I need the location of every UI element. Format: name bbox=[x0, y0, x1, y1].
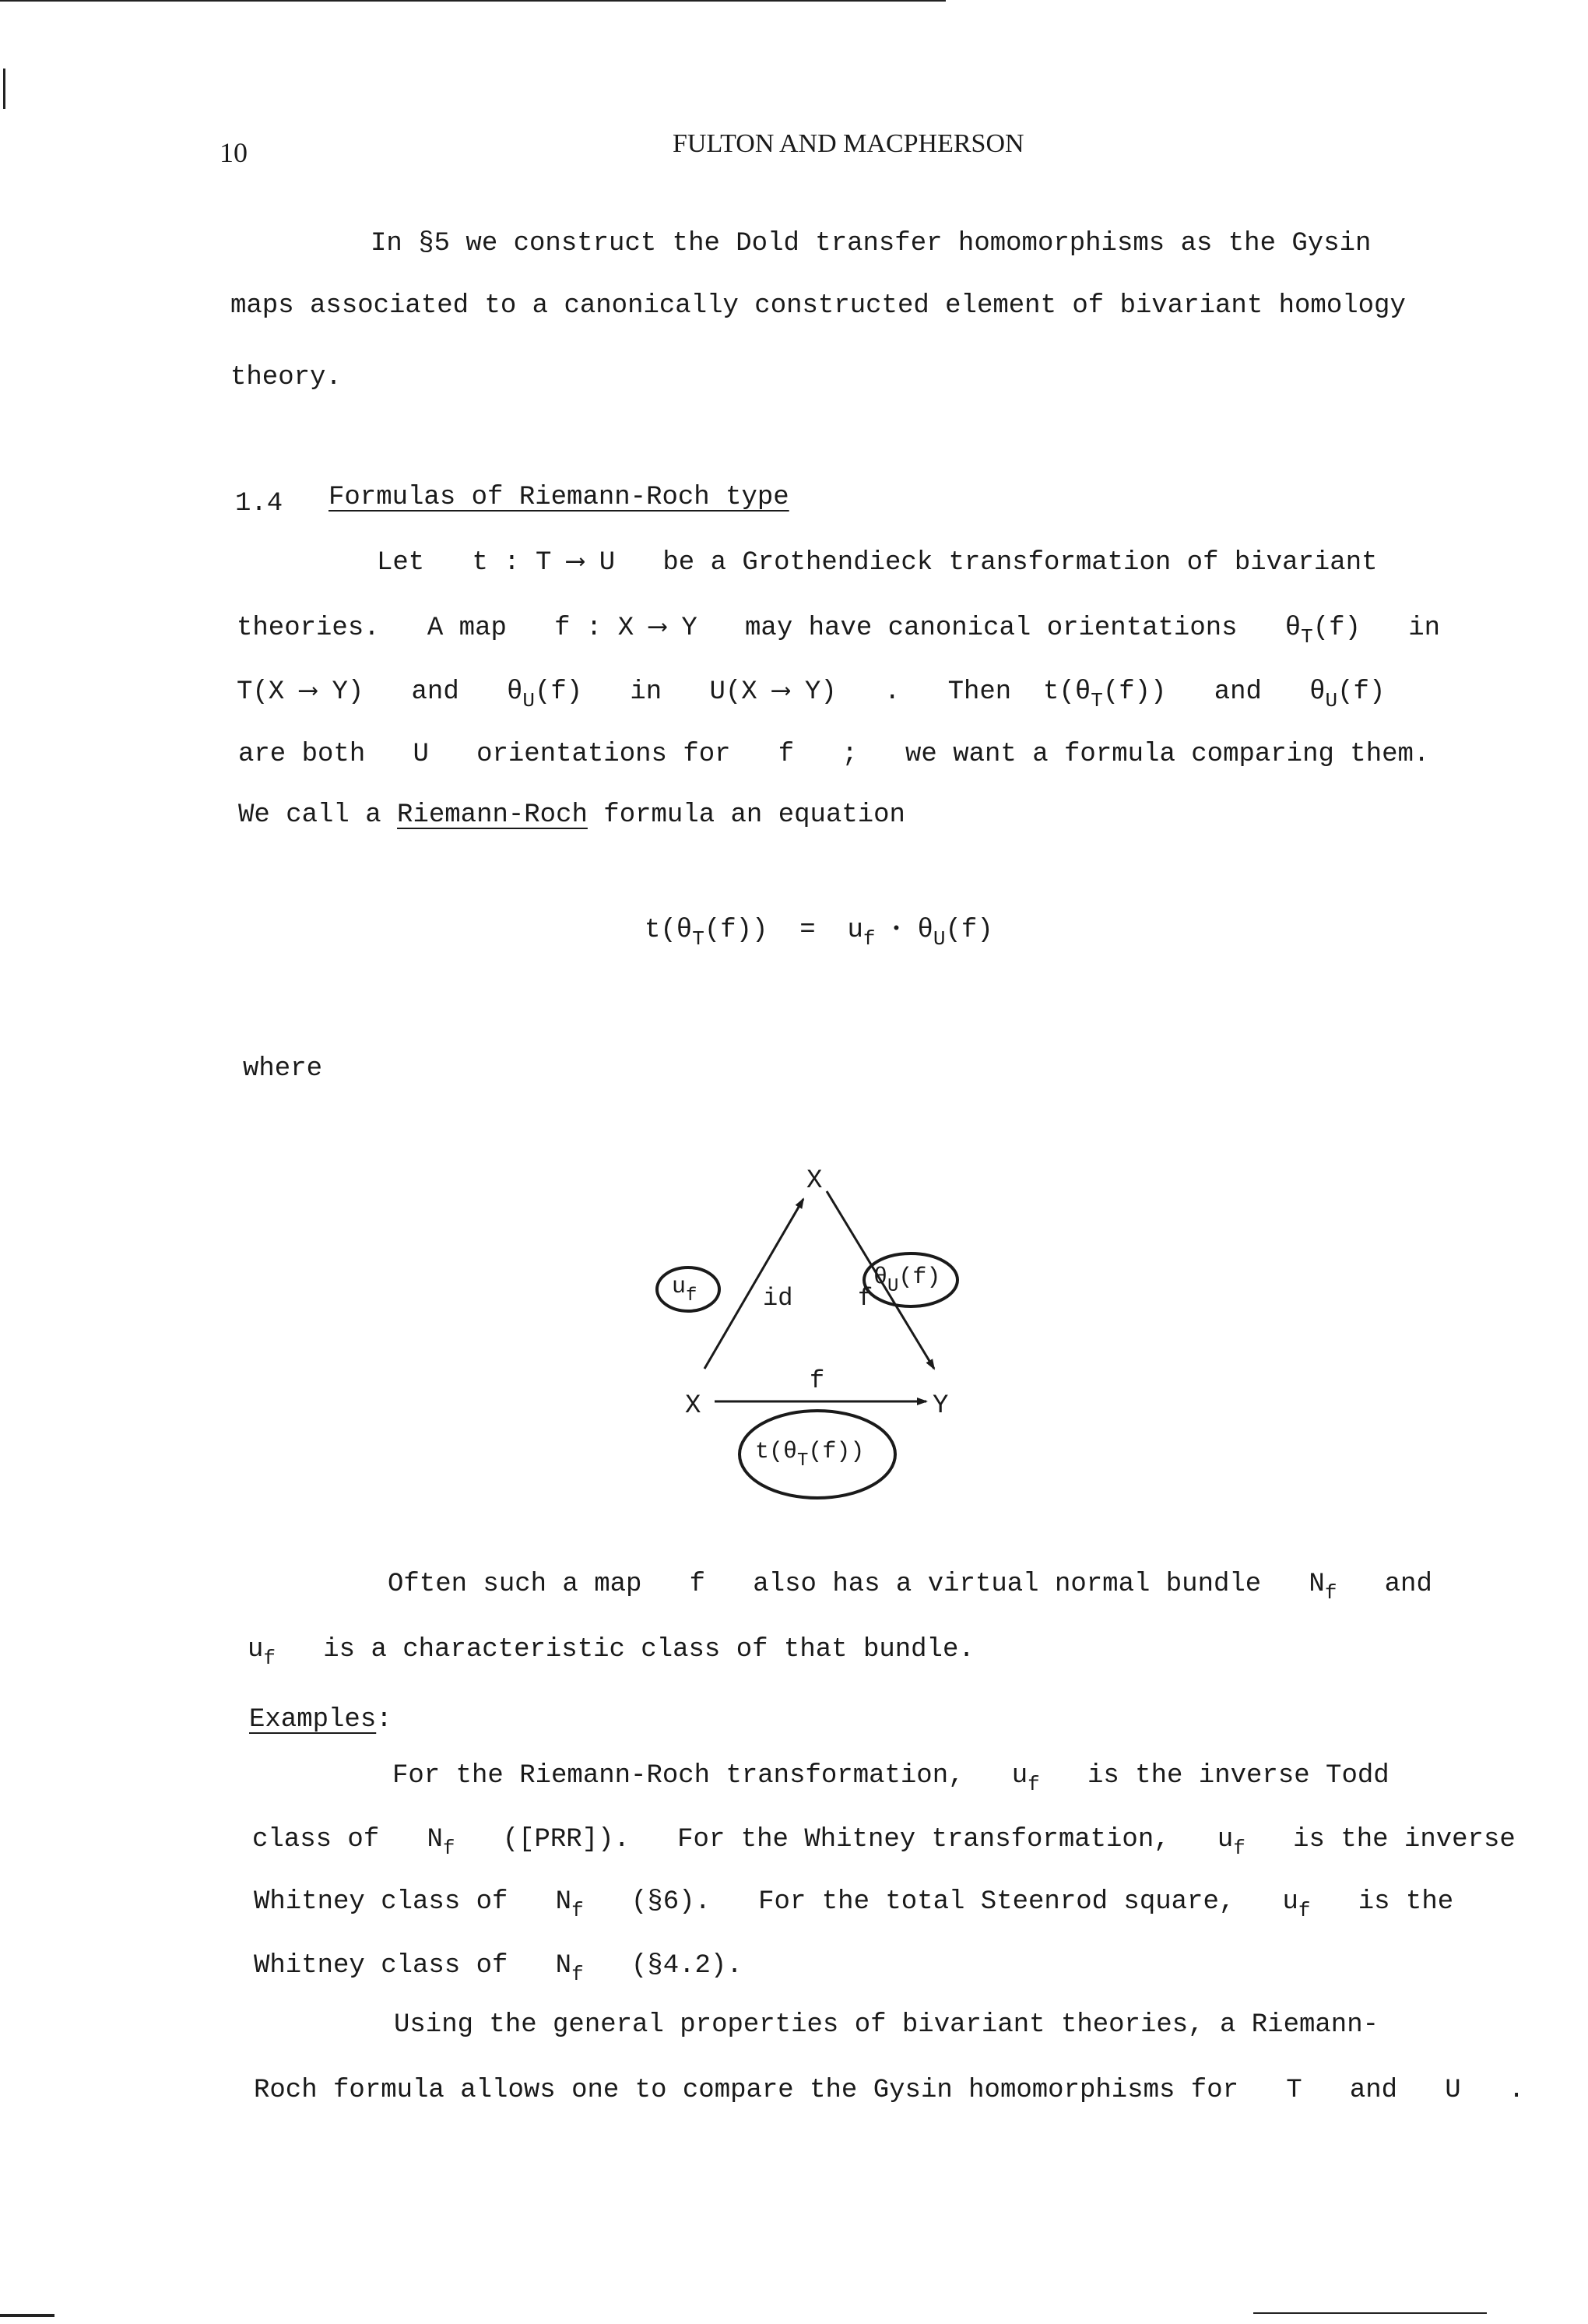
bottom-edge-rule bbox=[1253, 2312, 1487, 2314]
section-title: Formulas of Riemann-Roch type bbox=[328, 483, 789, 512]
node-top-x: X bbox=[806, 1166, 823, 1196]
intro-line-2: maps associated to a canonically constructed element of bivariant homology bbox=[230, 291, 1406, 321]
body-line-2: theories. A map f : X ⟶ Y may have canonical orientations $\theta_T(f)$ in bbox=[237, 614, 1441, 649]
page-number: 10 bbox=[220, 137, 248, 168]
grothendieck-text: be a Grothendieck transformation of bivariant bbox=[662, 548, 1378, 578]
examples-line-1: For the Riemann-Roch transformation, $u_f$ is the inverse Todd bbox=[392, 1761, 1390, 1796]
left-edge-mark bbox=[3, 69, 5, 109]
where-word: where bbox=[243, 1054, 323, 1084]
section-number: 1.4 bbox=[235, 489, 283, 519]
node-bottom-left-x: X bbox=[685, 1391, 701, 1421]
examples-line-4: Whitney class of $N_f$ (§4.2). bbox=[254, 1951, 743, 1986]
svg-text:θU(f): $\theta_U(f)$ bbox=[873, 1264, 941, 1297]
f-bottom-label: f bbox=[810, 1366, 825, 1395]
t-map: t : T ⟶ U bbox=[472, 548, 616, 578]
f-right-label: f bbox=[858, 1284, 873, 1313]
examples-line-3: Whitney class of $N_f$ (§6). For the total Steenrod square, $u_f$ is the bbox=[254, 1887, 1454, 1922]
examples-line-2: class of $N_f$ ([PRR]). For the Whitney transformation, $u_f$ is the inverse bbox=[252, 1825, 1516, 1860]
riemann-roch-term: Riemann-Roch bbox=[397, 800, 588, 830]
bottom-left-mark bbox=[0, 2314, 54, 2317]
body-line-4: are both U orientations for f ; we want a formula comparing them. bbox=[238, 740, 1430, 769]
closing-line-2: Roch formula allows one to compare the Gysin homomorphisms for T and U . bbox=[254, 2076, 1525, 2105]
let-word: Let bbox=[377, 548, 425, 578]
svg-text:uf: $u_f$ bbox=[672, 1274, 697, 1306]
intro-line-3: theory. bbox=[230, 363, 342, 392]
body-line-5: We call a Riemann-Roch formula an equation bbox=[238, 800, 905, 830]
svg-text:t(θT(f)): $t(\theta_T(f))$ bbox=[755, 1439, 865, 1471]
riemann-roch-equation: $t(\theta_T(f)) = u_f$ • $\theta_U(f)$ bbox=[645, 916, 993, 951]
running-head: FULTON AND MACPHERSON bbox=[673, 129, 1024, 158]
body-line-3: T(X ⟶ Y) and $\theta_U(f)$ in U(X ⟶ Y) . Then $t(\theta_T(f))$ and $\theta_U(f)$ bbox=[237, 677, 1386, 712]
id-label: id bbox=[763, 1284, 793, 1313]
examples-heading: Examples: bbox=[249, 1705, 392, 1735]
node-right-y: Y bbox=[933, 1391, 949, 1421]
top-edge-rule bbox=[0, 0, 946, 2]
closing-line-1: Using the general properties of bivariant theories, a Riemann- bbox=[394, 2010, 1379, 2040]
often-line-2: $u_f$ is a characteristic class of that bundle. bbox=[248, 1635, 975, 1670]
often-line-1: Often such a map f also has a virtual normal bundle $N_f$ and bbox=[388, 1570, 1432, 1605]
body-line-1 bbox=[377, 550, 1378, 576]
commutative-triangle-diagram bbox=[623, 1152, 1028, 1518]
intro-line-1: In §5 we construct the Dold transfer homomorphisms as the Gysin bbox=[371, 229, 1372, 258]
